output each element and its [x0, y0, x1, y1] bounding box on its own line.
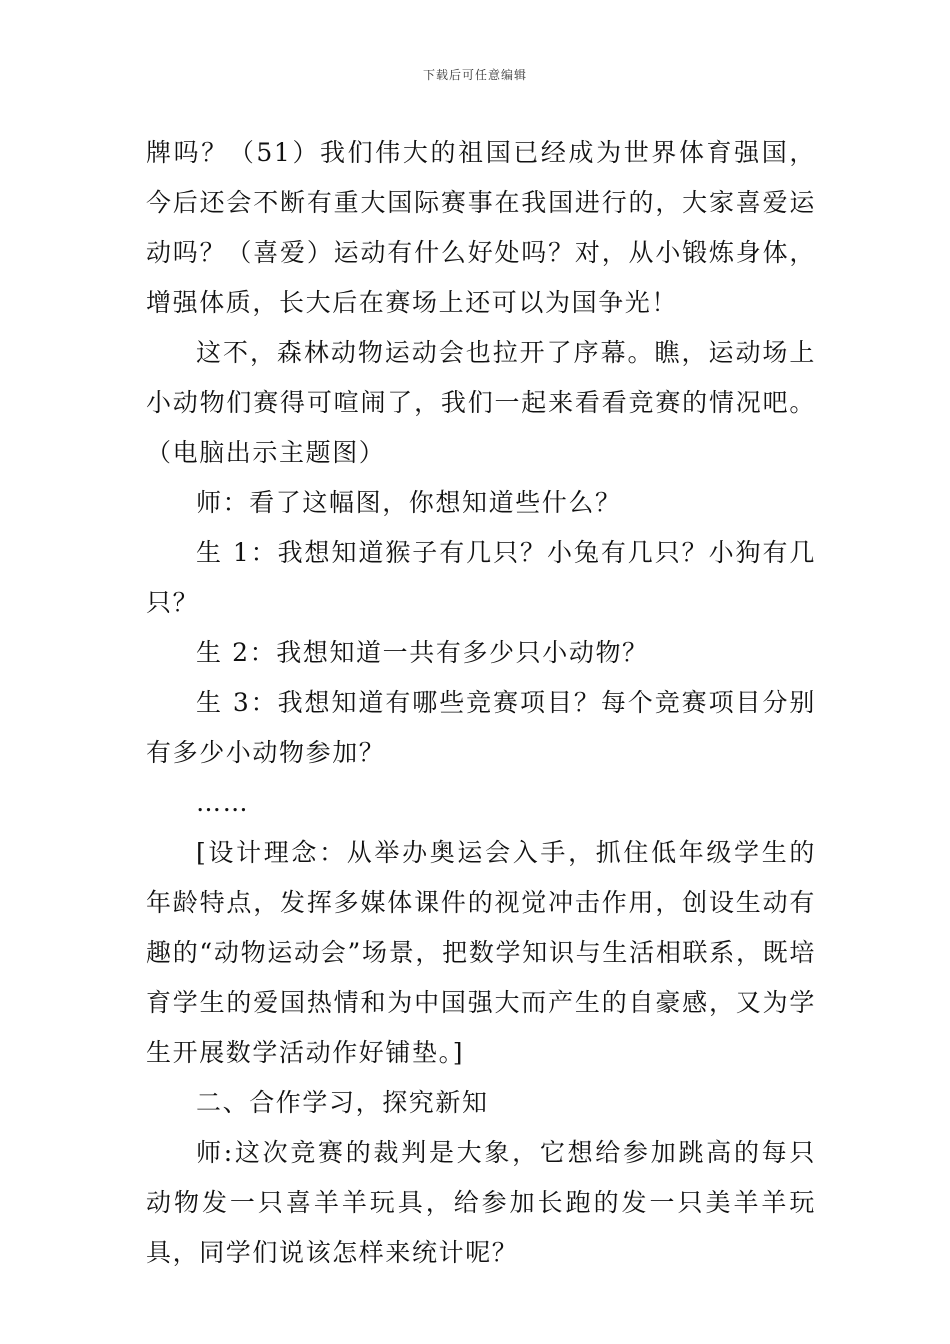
document-body	[146, 128, 816, 1278]
paragraph-design-concept: [设计理念：从举办奥运会入手，抓住低年级学生的年龄特点，发挥多媒体课件的视觉冲击作用，创设生动有趣的“动物运动会”场景，把数学知识与生活相联系，既培育学生的爱国热情和为中国强大而产生的自豪感，又为学生开展数学活动作好铺垫。]	[146, 838, 816, 1067]
page-header: 下载后可任意编辑	[422, 68, 527, 82]
section-heading: 二、合作学习，探究新知	[196, 1088, 489, 1117]
paragraph-continuation: 牌吗？（51）我们伟大的祖国已经成为世界体育强国，今后还会不断有重大国际赛事在我国进行的，大家喜爱运动吗？（喜爱）运动有什么好处吗？对，从小锻炼身体，增强体质，长大后在赛场上还可以为国争光！	[146, 138, 816, 317]
paragraph-forest-sports: 这不，森林动物运动会也拉开了序幕。瞧，运动场上小动物们赛得可喧闹了，我们一起来看看竞赛的情况吧。（电脑出示主题图）	[146, 338, 816, 467]
paragraph-student-1: 生 1：我想知道猴子有几只？小兔有几只？小狗有几只？	[146, 538, 816, 617]
paragraph-student-2: 生 2：我想知道一共有多少只小动物？	[196, 638, 649, 667]
paragraph-student-3: 生 3：我想知道有哪些竞赛项目？每个竞赛项目分别有多少小动物参加？	[146, 688, 816, 767]
paragraph-teacher-question: 师：看了这幅图，你想知道些什么？	[196, 488, 622, 517]
paragraph-ellipsis: ……	[196, 788, 250, 817]
paragraph-teacher-referee: 师:这次竞赛的裁判是大象，它想给参加跳高的每只动物发一只喜羊羊玩具，给参加长跑的发一只美羊羊玩具，同学们说该怎样来统计呢？	[146, 1138, 816, 1267]
